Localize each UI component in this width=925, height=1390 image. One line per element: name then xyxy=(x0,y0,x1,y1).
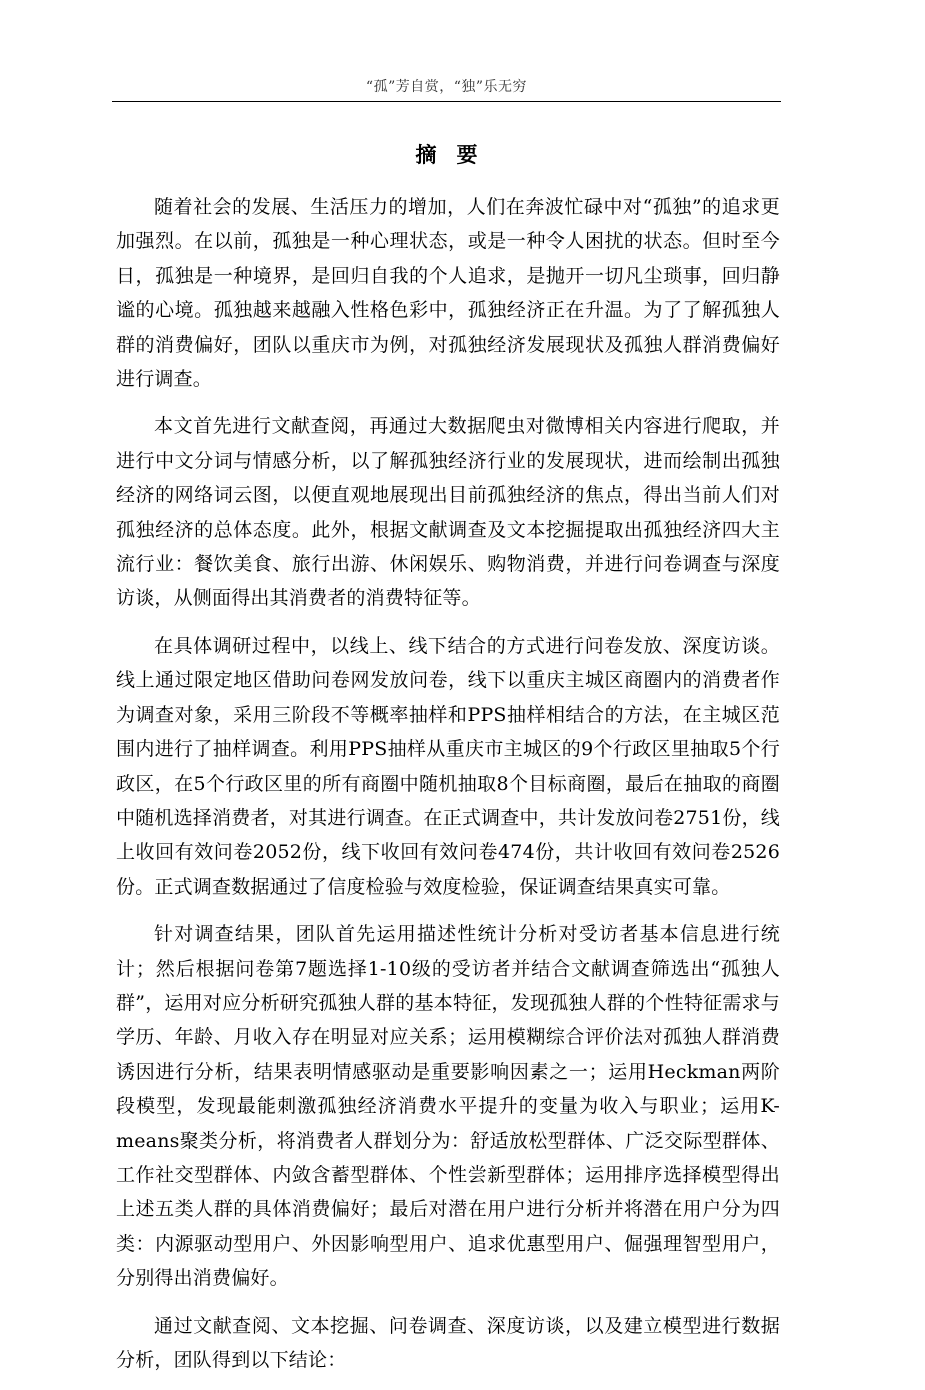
abstract-paragraph: 本文首先进行文献查阅，再通过大数据爬虫对微博相关内容进行爬取，并进行中文分词与情感分析，以了解孤独经济行业的发展现状，进而绘制出孤独经济的网络词云图，以便直观地展现出目前孤独经济的焦点，得出当前人们对孤独经济的总体态度。此外，根据文献调查及文本挖掘提取出孤独经济四大主流行业：餐饮美食、旅行出游、休闲娱乐、购物消费，并进行问卷调查与深度访谈，从侧面得出其消费者的消费特征等。 xyxy=(116,415,780,610)
running-header: “孤”芳自赏，“独”乐无穷 xyxy=(365,79,528,95)
abstract-paragraph: 针对调查结果，团队首先运用描述性统计分析对受访者基本信息进行统计；然后根据问卷第7题选择1-10级的受访者并结合文献调查筛选出“孤独人群”，运用对应分析研究孤独人群的基本特征，发现孤独人群的个性特征需求与学历、年龄、月收入存在明显对应关系；运用模糊综合评价法对孤独人群消费诱因进行分析，结果表明情感驱动是重要影响因素之一；运用Heckman两阶段模型，发现最能刺激孤独经济消费水平提升的变量为收入与职业；运用K-means聚类分析，将消费者人群划分为：舒适放松型群体、广泛交际型群体、工作社交型群体、内敛含蓄型群体、个性尝新型群体；运用排序选择模型得出上述五类人群的具体消费偏好；最后对潜在用户进行分析并将潜在用户分为四类：内源驱动型用户、外因影响型用户、追求优惠型用户、倔强理智型用户，分别得出消费偏好。 xyxy=(116,923,780,1290)
abstract-paragraph: 在具体调研过程中，以线上、线下结合的方式进行问卷发放、深度访谈。线上通过限定地区借助问卷网发放问卷，线下以重庆主城区商圈内的消费者作为调查对象，采用三阶段不等概率抽样和PPS抽样相结合的方法，在主城区范围内进行了抽样调查。利用PPS抽样从重庆市主城区的9个行政区里抽取5个行政区，在5个行政区里的所有商圈中随机抽取8个目标商圈，最后在抽取的商圈中随机选择消费者，对其进行调查。在正式调查中，共计发放问卷2751份，线上收回有效问卷2052份，线下收回有效问卷474份，共计收回有效问卷2526份。正式调查数据通过了信度检验与效度检验，保证调查结果真实可靠。 xyxy=(116,634,780,898)
abstract-title: 摘要 xyxy=(415,142,498,167)
abstract-paragraph: 随着社会的发展、生活压力的增加，人们在奔波忙碌中对“孤独”的追求更加强烈。在以前，孤独是一种心理状态，或是一种令人困扰的状态。但时至今日，孤独是一种境界，是回归自我的个人追求，是抛开一切凡尘琐事，回归静谧的心境。孤独越来越融入性格色彩中，孤独经济正在升温。为了了解孤独人群的消费偏好，团队以重庆市为例，对孤独经济发展现状及孤独人群消费偏好进行调查。 xyxy=(116,196,780,391)
header-rule xyxy=(112,101,781,102)
abstract-body xyxy=(116,190,780,1390)
abstract-paragraph: 通过文献查阅、文本挖掘、问卷调查、深度访谈，以及建立模型进行数据分析，团队得到以下结论： xyxy=(116,1314,780,1371)
